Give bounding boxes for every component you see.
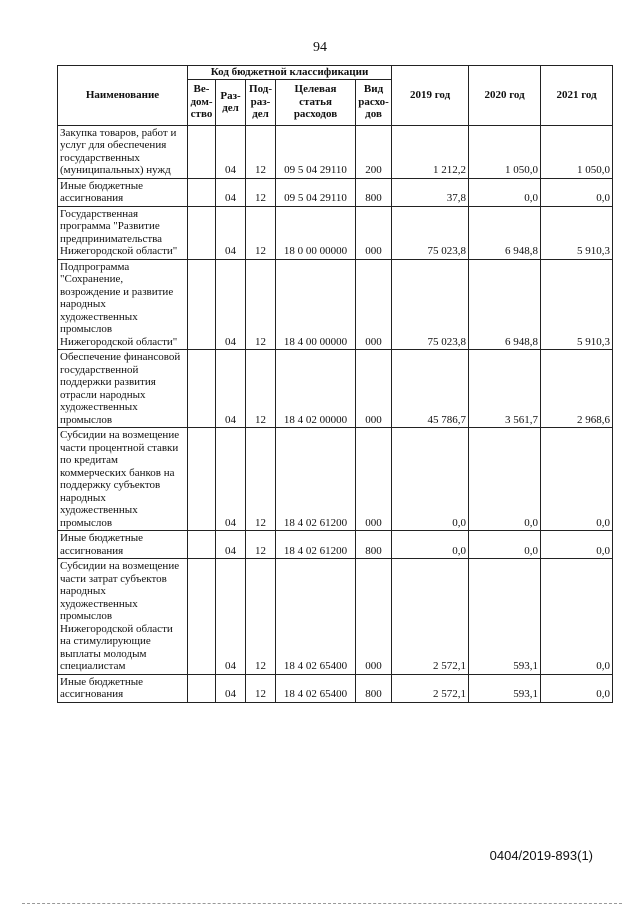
cell-vid-raskhodov: 000 [356,428,392,531]
cell-2021: 0,0 [541,674,613,702]
table-row [58,559,613,675]
cell-name: Подпрограмма "Сохранение, возрождение и развитие народных художественных промыслов Нижегородской области" [58,259,188,350]
header-2020: 2020 год [469,66,541,126]
cell-vedomstvo [188,206,216,259]
cell-name: Субсидии на возмещение части затрат субъектов народных художественных промыслов Нижегородской области на стимулирующие выплаты молодым специалистам [58,559,188,675]
cell-name: Иные бюджетные ассигнования [58,674,188,702]
document-id: 0404/2019-893(1) [489,848,593,863]
header-podrazdel: Под- раз- дел [246,79,276,125]
cell-2020: 3 561,7 [469,350,541,428]
table-row [58,428,613,531]
cell-vedomstvo [188,531,216,559]
cell-vedomstvo [188,125,216,178]
cell-podrazdel: 12 [246,350,276,428]
cell-2020: 593,1 [469,674,541,702]
cell-razdel: 04 [216,531,246,559]
cell-2019: 0,0 [392,428,469,531]
page-number: 94 [313,40,327,55]
cell-2020: 6 948,8 [469,259,541,350]
cell-razdel: 04 [216,674,246,702]
table-row [58,674,613,702]
header-name: Наименование [58,66,188,126]
cell-vedomstvo [188,559,216,675]
cell-vid-raskhodov: 000 [356,350,392,428]
cell-podrazdel: 12 [246,531,276,559]
cell-vedomstvo [188,428,216,531]
cell-2020: 6 948,8 [469,206,541,259]
header-vid: Вид расхо- дов [356,79,392,125]
cell-2021: 0,0 [541,178,613,206]
cell-podrazdel: 12 [246,125,276,178]
cell-razdel: 04 [216,559,246,675]
cell-vid-raskhodov: 800 [356,531,392,559]
cell-celevaya-statya: 18 0 00 00000 [276,206,356,259]
cell-podrazdel: 12 [246,178,276,206]
cell-name: Иные бюджетные ассигнования [58,531,188,559]
cell-2021: 0,0 [541,428,613,531]
cell-2019: 75 023,8 [392,206,469,259]
cell-celevaya-statya: 09 5 04 29110 [276,125,356,178]
cell-name: Обеспечение финансовой государственной поддержки развития отрасли народных художественных промыслов [58,350,188,428]
cell-podrazdel: 12 [246,259,276,350]
bottom-rule [22,903,622,904]
header-razdel: Раз- дел [216,79,246,125]
header-2019: 2019 год [392,66,469,126]
cell-2021: 5 910,3 [541,259,613,350]
cell-vid-raskhodov: 000 [356,559,392,675]
header-celevaya: Целевая статья расходов [276,79,356,125]
cell-2019: 45 786,7 [392,350,469,428]
cell-razdel: 04 [216,125,246,178]
cell-name: Государственная программа "Развитие предпринимательства Нижегородской области" [58,206,188,259]
cell-razdel: 04 [216,428,246,531]
cell-celevaya-statya: 18 4 02 65400 [276,674,356,702]
cell-celevaya-statya: 18 4 02 61200 [276,531,356,559]
cell-2020: 0,0 [469,428,541,531]
cell-celevaya-statya: 18 4 02 61200 [276,428,356,531]
table-row [58,350,613,428]
cell-celevaya-statya: 09 5 04 29110 [276,178,356,206]
cell-razdel: 04 [216,259,246,350]
cell-2019: 1 212,2 [392,125,469,178]
cell-vedomstvo [188,350,216,428]
cell-name: Иные бюджетные ассигнования [58,178,188,206]
budget-table [57,65,613,703]
cell-celevaya-statya: 18 4 02 00000 [276,350,356,428]
header-2021: 2021 год [541,66,613,126]
cell-name: Субсидии на возмещение части процентной ставки по кредитам коммерческих банков на поддержку субъектов народных художественных промыслов [58,428,188,531]
cell-2019: 75 023,8 [392,259,469,350]
table-row [58,178,613,206]
cell-2019: 0,0 [392,531,469,559]
cell-vid-raskhodov: 800 [356,178,392,206]
cell-2021: 1 050,0 [541,125,613,178]
table-row [58,125,613,178]
table-row [58,259,613,350]
cell-vid-raskhodov: 000 [356,259,392,350]
cell-2019: 2 572,1 [392,674,469,702]
cell-celevaya-statya: 18 4 00 00000 [276,259,356,350]
cell-vid-raskhodov: 000 [356,206,392,259]
cell-podrazdel: 12 [246,428,276,531]
header-code-group: Код бюджетной классификации [188,66,392,80]
cell-2021: 0,0 [541,531,613,559]
cell-vedomstvo [188,259,216,350]
cell-vedomstvo [188,178,216,206]
header-vedomstvo: Ве- дом- ство [188,79,216,125]
cell-vid-raskhodov: 200 [356,125,392,178]
cell-2020: 0,0 [469,531,541,559]
cell-podrazdel: 12 [246,559,276,675]
cell-2020: 0,0 [469,178,541,206]
cell-vedomstvo [188,674,216,702]
cell-2020: 593,1 [469,559,541,675]
table-row [58,531,613,559]
cell-podrazdel: 12 [246,206,276,259]
cell-2019: 2 572,1 [392,559,469,675]
cell-name: Закупка товаров, работ и услуг для обеспечения государственных (муниципальных) нужд [58,125,188,178]
cell-2021: 2 968,6 [541,350,613,428]
cell-razdel: 04 [216,206,246,259]
cell-podrazdel: 12 [246,674,276,702]
cell-vid-raskhodov: 800 [356,674,392,702]
cell-razdel: 04 [216,350,246,428]
cell-razdel: 04 [216,178,246,206]
cell-celevaya-statya: 18 4 02 65400 [276,559,356,675]
cell-2019: 37,8 [392,178,469,206]
cell-2020: 1 050,0 [469,125,541,178]
table-row [58,206,613,259]
cell-2021: 0,0 [541,559,613,675]
cell-2021: 5 910,3 [541,206,613,259]
